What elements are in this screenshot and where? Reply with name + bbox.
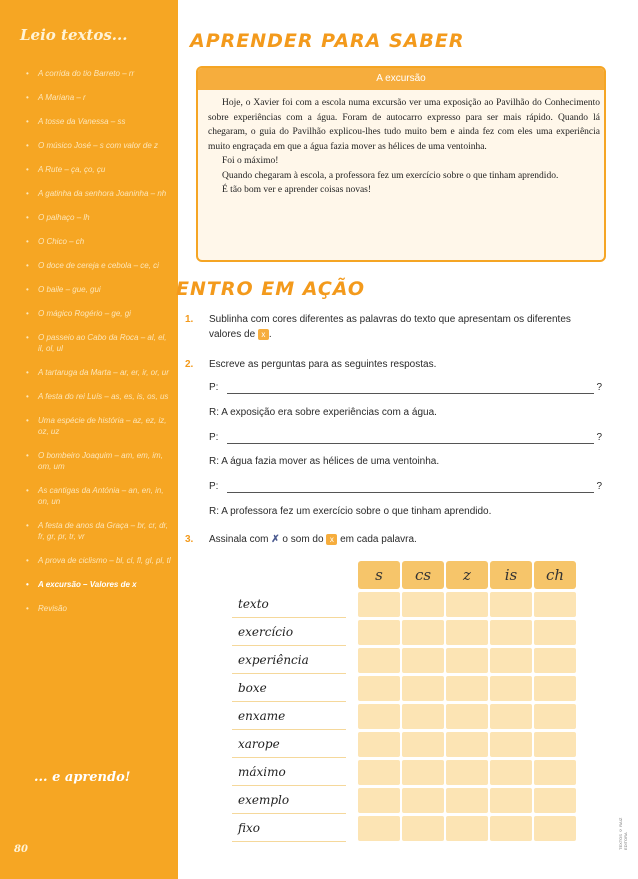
question-mark: ? xyxy=(596,382,602,393)
sidebar-item: • O Chico – ch xyxy=(26,236,174,247)
sidebar-item: • Revisão xyxy=(26,603,174,614)
word-label: exercício xyxy=(232,619,346,646)
sidebar-item: • O mágico Rogério – ge, gi xyxy=(26,308,174,319)
exercise-text: Sublinha com cores diferentes as palavras do texto que apresentam os diferentes valores de xyxy=(209,314,571,340)
checkbox-cell[interactable] xyxy=(358,816,400,841)
question-mark: ? xyxy=(596,432,602,443)
sound-header: cs xyxy=(402,561,444,589)
page-number: 80 xyxy=(14,844,28,855)
exercise-number: 2. xyxy=(185,359,194,370)
question-label: P: xyxy=(209,481,219,492)
x-letter-icon: x xyxy=(258,329,269,340)
table-row xyxy=(232,703,578,730)
table-row xyxy=(232,675,578,702)
exercise-text-end: em cada palavra. xyxy=(337,534,417,545)
sidebar-list xyxy=(26,68,174,627)
sound-header: s xyxy=(358,561,400,589)
checkbox-cell[interactable] xyxy=(534,592,576,617)
reading-box xyxy=(196,66,606,262)
reading-text xyxy=(208,96,600,198)
checkbox-cell[interactable] xyxy=(402,620,444,645)
checkbox-cell[interactable] xyxy=(534,648,576,673)
checkbox-cell[interactable] xyxy=(490,732,532,757)
table-row xyxy=(232,591,578,618)
x-letter-icon: x xyxy=(326,534,337,545)
question-mark: ? xyxy=(596,481,602,492)
checkbox-cell[interactable] xyxy=(534,704,576,729)
sidebar-item: • O bombeiro Joaquim – am, em, im, om, um xyxy=(26,450,174,472)
checkbox-cell[interactable] xyxy=(358,648,400,673)
checkbox-cell[interactable] xyxy=(534,732,576,757)
checkbox-cell[interactable] xyxy=(402,704,444,729)
sidebar-item: • A Rute – ça, ço, çu xyxy=(26,164,174,175)
heading-aprender-para-saber: APRENDER PARA SABER xyxy=(190,30,465,52)
checkbox-cell[interactable] xyxy=(534,676,576,701)
exercise-text-end: . xyxy=(268,329,272,340)
sidebar-item: • A prova de ciclismo – bl, cl, fl, gl, pl, tl xyxy=(26,555,174,566)
word-label: experiência xyxy=(232,647,346,674)
checkbox-cell[interactable] xyxy=(534,620,576,645)
checkbox-cell[interactable] xyxy=(402,816,444,841)
exercise-number: 3. xyxy=(185,534,194,545)
sound-header: ch xyxy=(534,561,576,589)
sidebar-item: • A gatinha da senhora Joaninha – nh xyxy=(26,188,174,199)
exercise-number: 1. xyxy=(185,314,194,325)
checkbox-cell[interactable] xyxy=(446,760,488,785)
reading-paragraph: É tão bom ver e aprender coisas novas! xyxy=(222,185,372,195)
checkbox-cell[interactable] xyxy=(446,648,488,673)
table-row xyxy=(232,759,578,786)
checkbox-cell[interactable] xyxy=(446,788,488,813)
table-row xyxy=(232,647,578,674)
sidebar-item: • O baile – gue, gui xyxy=(26,284,174,295)
word-label: máximo xyxy=(232,759,346,786)
exercise-3 xyxy=(185,532,604,547)
checkbox-cell[interactable] xyxy=(358,592,400,617)
sidebar-item: • As cantigas da Antónia – an, en, in, on, un xyxy=(26,485,174,507)
sidebar-item: • O doce de cereja e cebola – ce, ci xyxy=(26,260,174,271)
checkbox-cell[interactable] xyxy=(446,704,488,729)
checkbox-cell[interactable] xyxy=(490,676,532,701)
sidebar-item: • A festa do rei Luís – as, es, is, os, us xyxy=(26,391,174,402)
checkbox-cell[interactable] xyxy=(402,592,444,617)
checkbox-cell[interactable] xyxy=(446,732,488,757)
writing-line xyxy=(227,443,594,444)
checkbox-cell[interactable] xyxy=(446,592,488,617)
word-label: exemplo xyxy=(232,787,346,814)
table-row xyxy=(232,787,578,814)
checkbox-cell[interactable] xyxy=(402,788,444,813)
word-label: enxame xyxy=(232,703,346,730)
reading-paragraph: Hoje, o Xavier foi com a escola numa excursão ver uma exposição ao Pavilhão do Conhecimento sobre experiências com a água. Foram de autocarro expresso para ser mais rápido. Quando lá chegaram, o guia do Pavilhão explicou-lhes tudo muito bem e ainda fez com eles uma experiência muito engraçada em que a água fazia mover as hélices de uma ventoinha. xyxy=(208,98,600,152)
word-label: boxe xyxy=(232,675,346,702)
question-input-line-1[interactable] xyxy=(209,382,604,396)
reading-paragraph: Foi o máximo! xyxy=(222,156,279,166)
answer-3: R: A professora fez um exercício sobre o que tinham aprendido. xyxy=(209,506,492,517)
checkbox-cell[interactable] xyxy=(402,676,444,701)
sidebar-bottom-label: ... e aprendo! xyxy=(34,770,131,785)
checkbox-cell[interactable] xyxy=(358,760,400,785)
sidebar-title: Leio textos... xyxy=(20,26,128,44)
checkbox-cell[interactable] xyxy=(358,620,400,645)
checkbox-cell[interactable] xyxy=(402,648,444,673)
word-label: fixo xyxy=(232,815,346,842)
checkbox-cell[interactable] xyxy=(446,816,488,841)
exercise-text-mid: o som do xyxy=(279,534,327,545)
checkbox-cell[interactable] xyxy=(402,732,444,757)
checkbox-cell[interactable] xyxy=(534,816,576,841)
exercise-text: Escreve as perguntas para as seguintes respostas. xyxy=(209,359,437,370)
checkbox-cell[interactable] xyxy=(490,788,532,813)
question-label: P: xyxy=(209,432,219,443)
table-row xyxy=(232,619,578,646)
checkbox-cell[interactable] xyxy=(446,676,488,701)
sidebar-item: • O palhaço – lh xyxy=(26,212,174,223)
sidebar-item: • A corrida do tio Barreto – rr xyxy=(26,68,174,79)
question-input-line-2[interactable] xyxy=(209,432,604,446)
sound-header: z xyxy=(446,561,488,589)
question-label: P: xyxy=(209,382,219,393)
checkbox-cell[interactable] xyxy=(534,788,576,813)
sidebar-item: • A tartaruga da Marta – ar, er, ir, or, ur xyxy=(26,367,174,378)
exercise-text: Assinala com xyxy=(209,534,272,545)
answer-2: R: A água fazia mover as hélices de uma ventoinha. xyxy=(209,456,440,467)
exercise-1 xyxy=(185,312,604,342)
writing-line xyxy=(227,492,594,493)
exercise-2 xyxy=(185,357,604,372)
question-input-line-3[interactable] xyxy=(209,481,604,495)
sidebar xyxy=(0,0,178,879)
checkbox-cell[interactable] xyxy=(446,620,488,645)
checkbox-cell[interactable] xyxy=(490,592,532,617)
sidebar-item: • A tosse da Vanessa – ss xyxy=(26,116,174,127)
checkbox-cell[interactable] xyxy=(358,676,400,701)
checkbox-cell[interactable] xyxy=(402,760,444,785)
reading-title: A excursão xyxy=(198,68,604,90)
checkbox-cell[interactable] xyxy=(358,788,400,813)
checkbox-cell[interactable] xyxy=(490,648,532,673)
checkbox-cell[interactable] xyxy=(358,704,400,729)
sidebar-item: • O passeio ao Cabo da Roca – al, el, il, ol, ul xyxy=(26,332,174,354)
checkbox-cell[interactable] xyxy=(490,620,532,645)
sidebar-item: • O músico José – s com valor de z xyxy=(26,140,174,151)
reading-paragraph: Quando chegaram à escola, a professora fez um exercício sobre o que tinham aprendido. xyxy=(222,170,559,181)
checkbox-cell[interactable] xyxy=(358,732,400,757)
table-row xyxy=(232,815,578,842)
word-label: texto xyxy=(232,591,346,618)
writing-line xyxy=(227,393,594,394)
heading-entro-em-acao: ENTRO EM AÇÃO xyxy=(176,278,366,300)
word-label: xarope xyxy=(232,731,346,758)
margin-code: TEXTOS © RAIZ EDITORA xyxy=(618,817,628,850)
cross-mark-icon: ✗ xyxy=(271,534,280,545)
checkbox-cell[interactable] xyxy=(490,760,532,785)
checkbox-cell[interactable] xyxy=(490,816,532,841)
checkbox-cell[interactable] xyxy=(534,760,576,785)
sidebar-item: • Uma espécie de história – az, ez, iz, oz, uz xyxy=(26,415,174,437)
table-row xyxy=(232,731,578,758)
checkbox-cell[interactable] xyxy=(490,704,532,729)
sound-header: is xyxy=(490,561,532,589)
sidebar-item: • A excursão – Valores de x xyxy=(26,579,174,590)
sidebar-item: • A Mariana – r xyxy=(26,92,174,103)
sidebar-item: • A festa de anos da Graça – br, cr, dr, fr, gr, pr, tr, vr xyxy=(26,520,174,542)
answer-1: R: A exposição era sobre experiências com a água. xyxy=(209,407,437,418)
